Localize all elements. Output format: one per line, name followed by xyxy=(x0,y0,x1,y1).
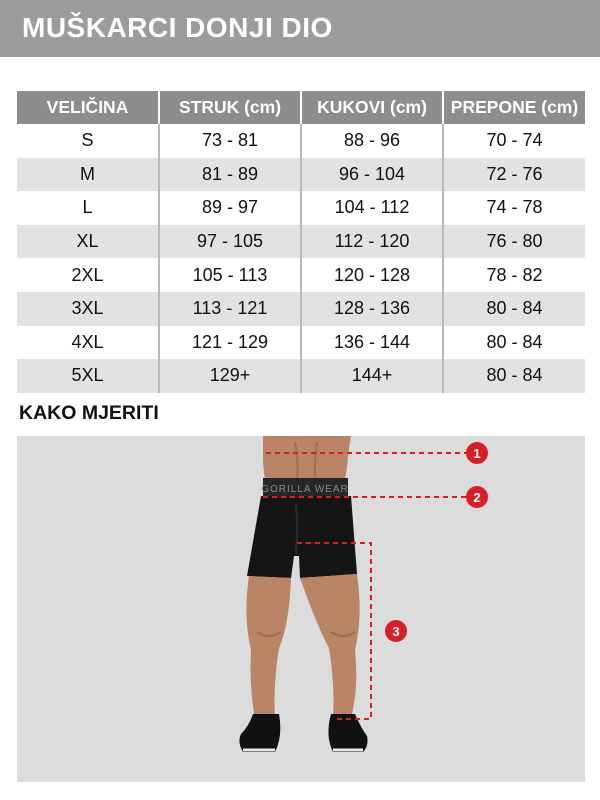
cell-size: 2XL xyxy=(17,258,159,292)
cell-size: 3XL xyxy=(17,292,159,326)
cell-inseam: 70 - 74 xyxy=(443,124,585,158)
cell-hips: 96 - 104 xyxy=(301,158,443,192)
cell-inseam: 80 - 84 xyxy=(443,326,585,360)
table-row xyxy=(17,191,585,225)
page-title: MUŠKARCI DONJI DIO xyxy=(22,12,333,43)
cell-hips: 120 - 128 xyxy=(301,258,443,292)
cell-inseam: 78 - 82 xyxy=(443,258,585,292)
table-row xyxy=(17,225,585,259)
size-table-header-row xyxy=(17,91,585,124)
cell-size: L xyxy=(17,191,159,225)
marker-2-label: 2 xyxy=(473,490,481,505)
column-header-size: VELIČINA xyxy=(17,91,159,124)
cell-size: XL xyxy=(17,225,159,259)
cell-waist: 121 - 129 xyxy=(159,326,301,360)
cell-waist: 113 - 121 xyxy=(159,292,301,326)
cell-inseam: 76 - 80 xyxy=(443,225,585,259)
cell-hips: 104 - 112 xyxy=(301,191,443,225)
cell-waist: 89 - 97 xyxy=(159,191,301,225)
table-row xyxy=(17,158,585,192)
cell-waist: 81 - 89 xyxy=(159,158,301,192)
how-to-measure-title: KAKO MJERITI xyxy=(19,402,159,424)
table-row xyxy=(17,292,585,326)
cell-inseam: 74 - 78 xyxy=(443,191,585,225)
waistband-brand: GORILLA WEAR xyxy=(261,484,349,495)
shorts xyxy=(247,496,357,578)
right-leg xyxy=(300,574,360,718)
column-header-inseam: PREPONE (cm) xyxy=(443,91,585,124)
cell-hips: 88 - 96 xyxy=(301,124,443,158)
measurement-figure xyxy=(17,436,585,782)
cell-inseam: 72 - 76 xyxy=(443,158,585,192)
cell-waist: 129+ xyxy=(159,359,301,393)
cell-size: 5XL xyxy=(17,359,159,393)
left-shoe xyxy=(239,714,280,752)
cell-size: M xyxy=(17,158,159,192)
column-header-waist: STRUK (cm) xyxy=(159,91,301,124)
cell-hips: 136 - 144 xyxy=(301,326,443,360)
size-table-body xyxy=(17,124,585,393)
cell-inseam: 80 - 84 xyxy=(443,359,585,393)
cell-waist: 105 - 113 xyxy=(159,258,301,292)
cell-hips: 128 - 136 xyxy=(301,292,443,326)
marker-1-label: 1 xyxy=(473,446,481,461)
page-header xyxy=(0,0,600,57)
cell-inseam: 80 - 84 xyxy=(443,292,585,326)
table-row xyxy=(17,326,585,360)
measurement-illustration xyxy=(17,436,585,782)
table-row xyxy=(17,124,585,158)
cell-waist: 73 - 81 xyxy=(159,124,301,158)
cell-waist: 97 - 105 xyxy=(159,225,301,259)
cell-size: 4XL xyxy=(17,326,159,360)
column-header-hips: KUKOVI (cm) xyxy=(301,91,443,124)
left-leg xyxy=(246,576,291,718)
cell-hips: 144+ xyxy=(301,359,443,393)
cell-hips: 112 - 120 xyxy=(301,225,443,259)
table-row xyxy=(17,359,585,393)
table-row xyxy=(17,258,585,292)
shorts-seam xyxy=(296,504,297,554)
size-table xyxy=(17,91,585,393)
marker-3-label: 3 xyxy=(392,624,400,639)
cell-size: S xyxy=(17,124,159,158)
